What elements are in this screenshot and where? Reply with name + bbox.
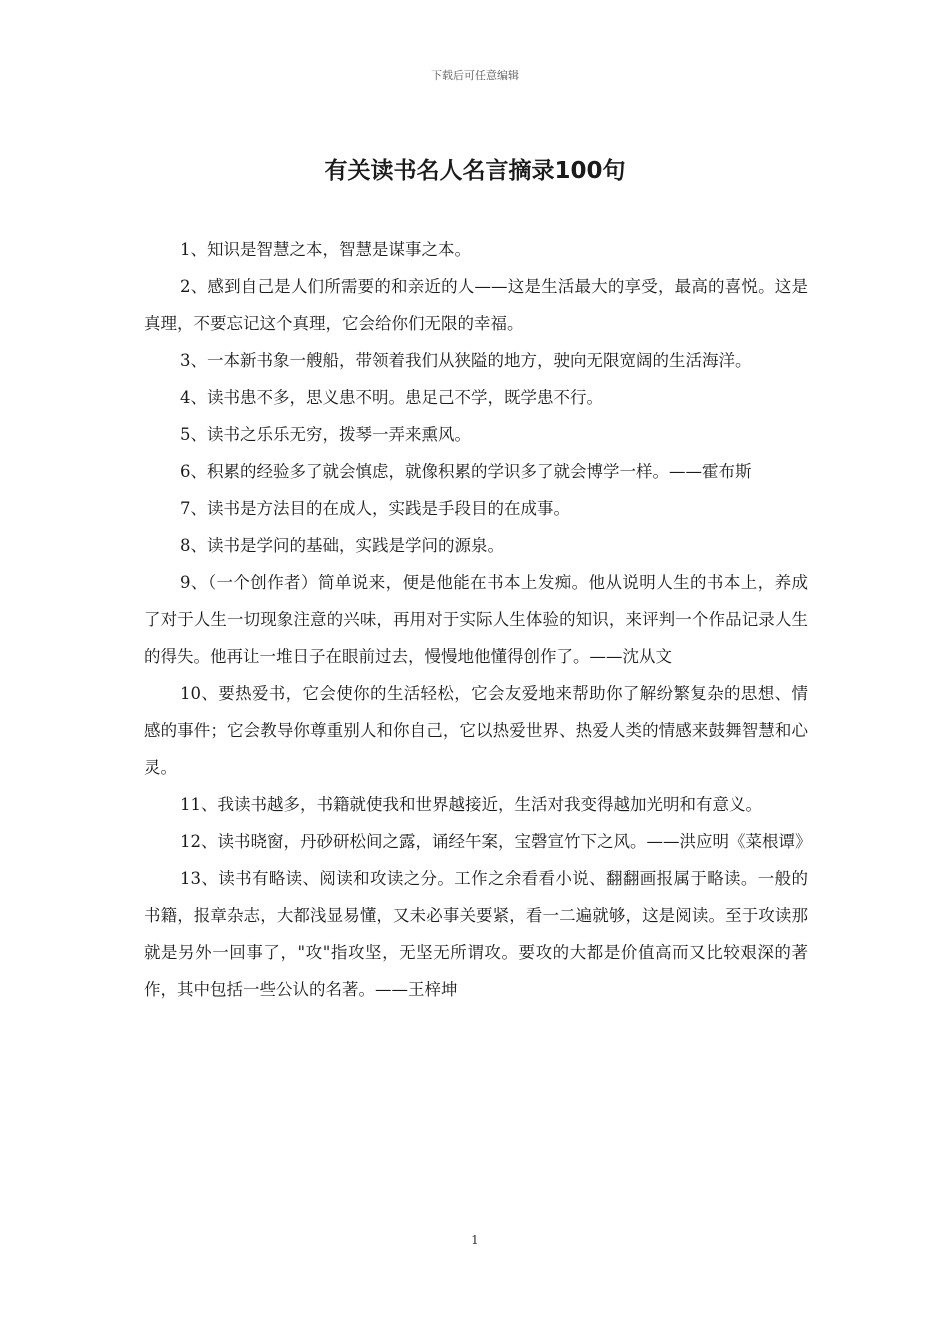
quote-paragraph: 3、一本新书象一艘船，带领着我们从狭隘的地方，驶向无限宽阔的生活海洋。 [180, 351, 752, 370]
document-title: 有关读书名人名言摘录100句 [324, 158, 626, 184]
quote-paragraph: 13、读书有略读、阅读和攻读之分。工作之余看看小说、翻翻画报属于略读。一般的书籍，报章杂志，大都浅显易懂，又未必事关要紧，看一二遍就够，这是阅读。至于攻读那就是另外一回事了，"攻"指攻坚，无坚无所谓攻。要攻的大都是价值高而又比较艰深的著作，其中包括一些公认的名著。——王梓坤 [144, 869, 808, 999]
quote-paragraph: 9、（一个创作者）简单说来，便是他能在书本上发痴。他从说明人生的书本上，养成了对于人生一切现象注意的兴味，再用对于实际人生体验的知识，来评判一个作品记录人生的得失。他再让一堆日子在眼前过去，慢慢地他懂得创作了。——沈从文 [144, 573, 808, 666]
quote-paragraph: 8、读书是学问的基础，实践是学问的源泉。 [180, 536, 504, 555]
quote-paragraph: 12、读书晓窗，丹砂研松间之露，诵经午案，宝磬宣竹下之风。——洪应明《菜根谭》 [180, 832, 812, 851]
quote-paragraph: 10、要热爱书，它会使你的生活轻松，它会友爱地来帮助你了解纷繁复杂的思想、情感的事件；它会教导你尊重别人和你自己，它以热爱世界、热爱人类的情感来鼓舞智慧和心灵。 [144, 684, 808, 777]
quote-paragraph: 1、知识是智慧之本，智慧是谋事之本。 [180, 240, 471, 259]
document-body [144, 231, 812, 1008]
page-number: 1 [471, 1233, 479, 1247]
quote-paragraph: 11、我读书越多，书籍就使我和世界越接近，生活对我变得越加光明和有意义。 [180, 795, 762, 814]
quote-paragraph: 7、读书是方法目的在成人，实践是手段目的在成事。 [180, 499, 570, 518]
quote-paragraph: 5、读书之乐乐无穷，拨琴一弄来熏风。 [180, 425, 471, 444]
quote-paragraph: 4、读书患不多，思义患不明。患足己不学，既学患不行。 [180, 388, 603, 407]
quote-paragraph: 6、积累的经验多了就会慎虑，就像积累的学识多了就会博学一样。——霍布斯 [180, 462, 752, 481]
header-note: 下载后可任意编辑 [431, 69, 519, 82]
quote-paragraph: 2、感到自己是人们所需要的和亲近的人——这是生活最大的享受，最高的喜悦。这是真理，不要忘记这个真理，它会给你们无限的幸福。 [144, 277, 808, 333]
